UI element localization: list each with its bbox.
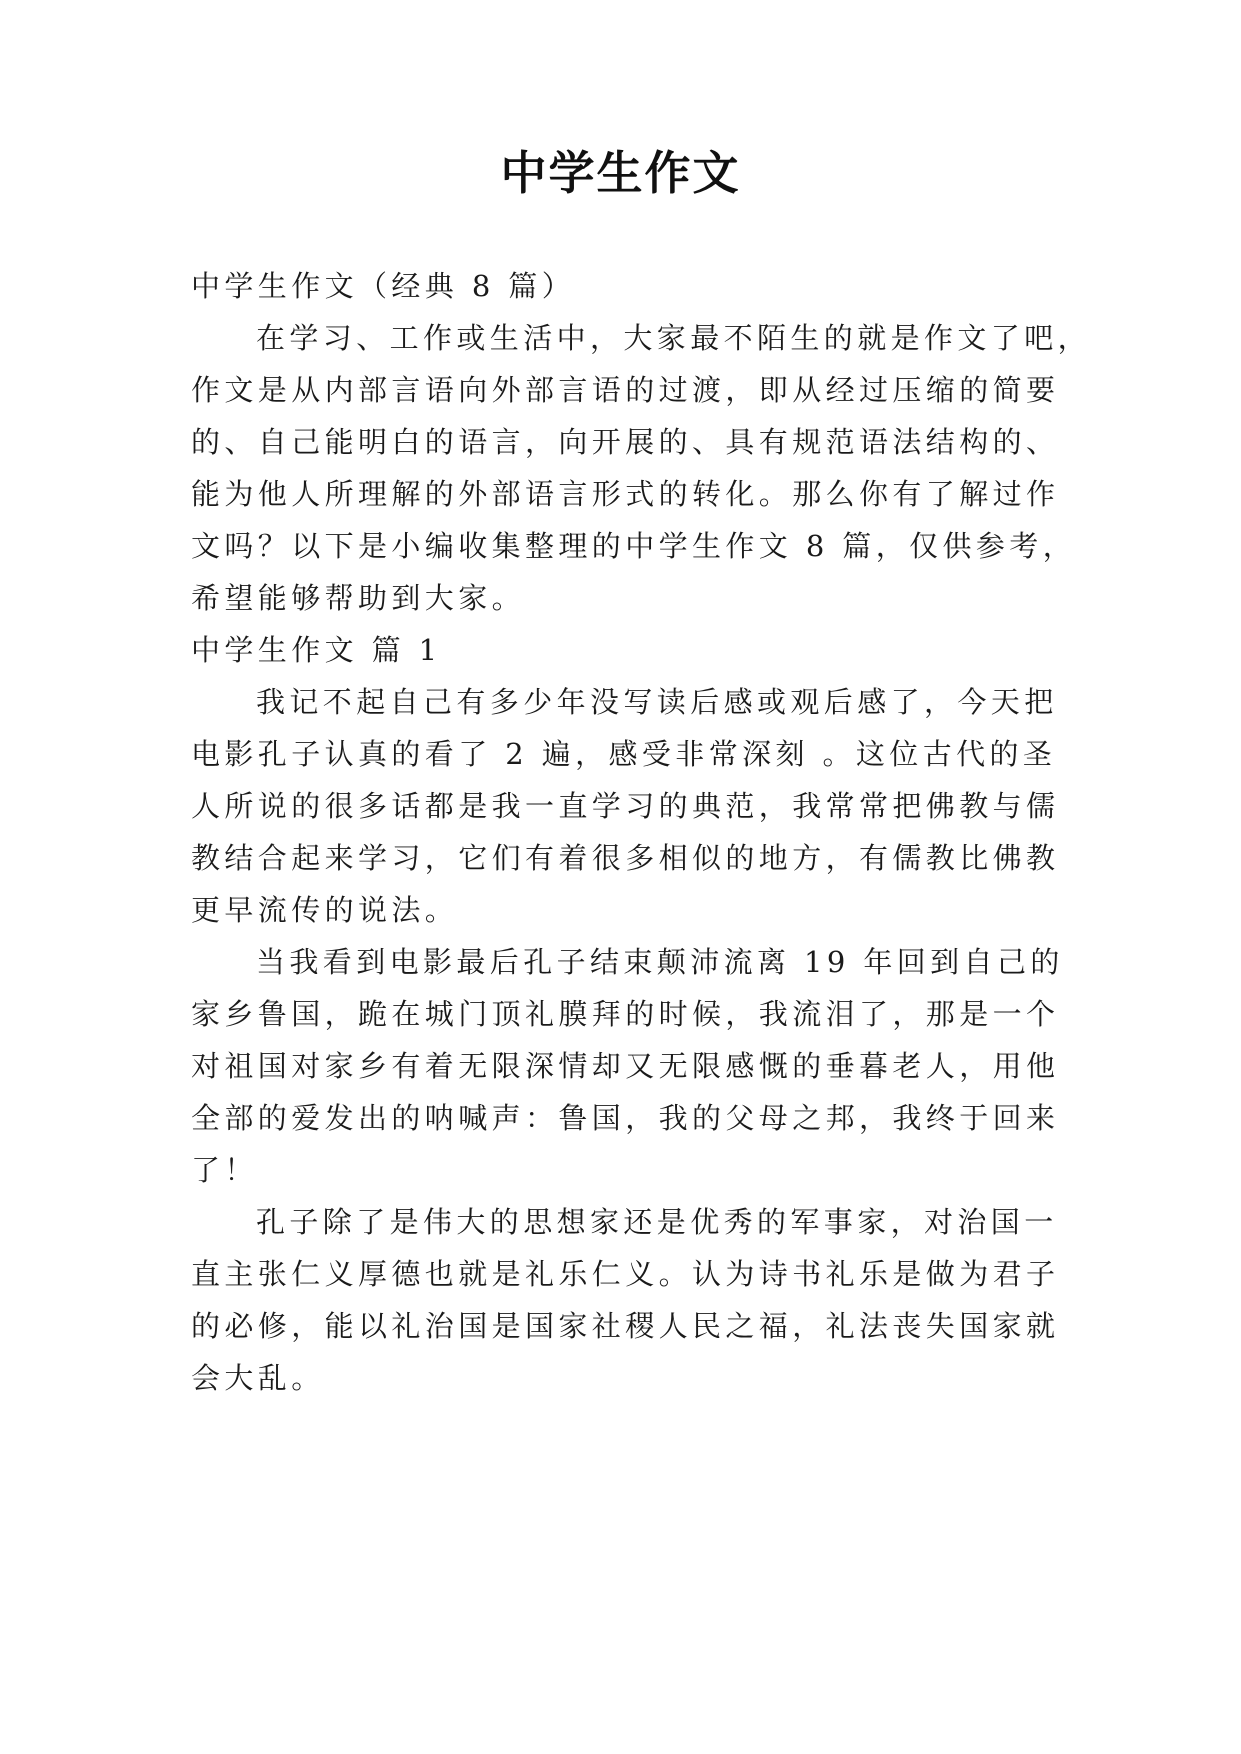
intro-line: 的、自己能明白的语言，向开展的、具有规范语法结构的、: [191, 425, 1060, 459]
paragraph-line: 了！: [191, 1153, 258, 1187]
paragraph-line: 当我看到电影最后孔子结束颠沛流离 19 年回到自己的: [256, 945, 1064, 979]
paragraph-line: 电影孔子认真的看了 2 遍，感受非常深刻 。这位古代的圣: [191, 737, 1057, 771]
paragraph-line: 教结合起来学习，它们有着很多相似的地方，有儒教比佛教: [191, 841, 1060, 875]
paragraph-line: 会大乱。: [191, 1361, 325, 1395]
document-title: 中学生作文: [500, 146, 741, 200]
paragraph-line: 对祖国对家乡有着无限深情却又无限感慨的垂暮老人，用他: [191, 1049, 1060, 1083]
paragraph-line: 人所说的很多话都是我一直学习的典范，我常常把佛教与儒: [191, 789, 1060, 823]
paragraph-line: 我记不起自己有多少年没写读后感或观后感了，今天把: [256, 685, 1058, 719]
paragraph-line: 全部的爱发出的呐喊声：鲁国，我的父母之邦，我终于回来: [191, 1101, 1060, 1135]
paragraph-line: 更早流传的说法。: [191, 893, 459, 927]
intro-line: 希望能够帮助到大家。: [191, 581, 526, 615]
intro-line: 文吗？以下是小编收集整理的中学生作文 8 篇，仅供参考，: [191, 529, 1077, 563]
document-subtitle: 中学生作文（经典 8 篇）: [191, 269, 576, 303]
paragraph-line: 家乡鲁国，跪在城门顶礼膜拜的时候，我流泪了，那是一个: [191, 997, 1060, 1031]
intro-line: 能为他人所理解的外部语言形式的转化。那么你有了解过作: [191, 477, 1060, 511]
paragraph-line: 的必修，能以礼治国是国家社稷人民之福，礼法丧失国家就: [191, 1309, 1060, 1343]
paragraph-line: 孔子除了是伟大的思想家还是优秀的军事家，对治国一: [256, 1205, 1058, 1239]
paragraph-line: 直主张仁义厚德也就是礼乐仁义。认为诗书礼乐是做为君子: [191, 1257, 1060, 1291]
section-heading: 中学生作文 篇 1: [191, 633, 442, 667]
intro-line: 在学习、工作或生活中，大家最不陌生的就是作文了吧，: [256, 321, 1092, 355]
intro-line: 作文是从内部言语向外部言语的过渡，即从经过压缩的简要: [191, 373, 1060, 407]
